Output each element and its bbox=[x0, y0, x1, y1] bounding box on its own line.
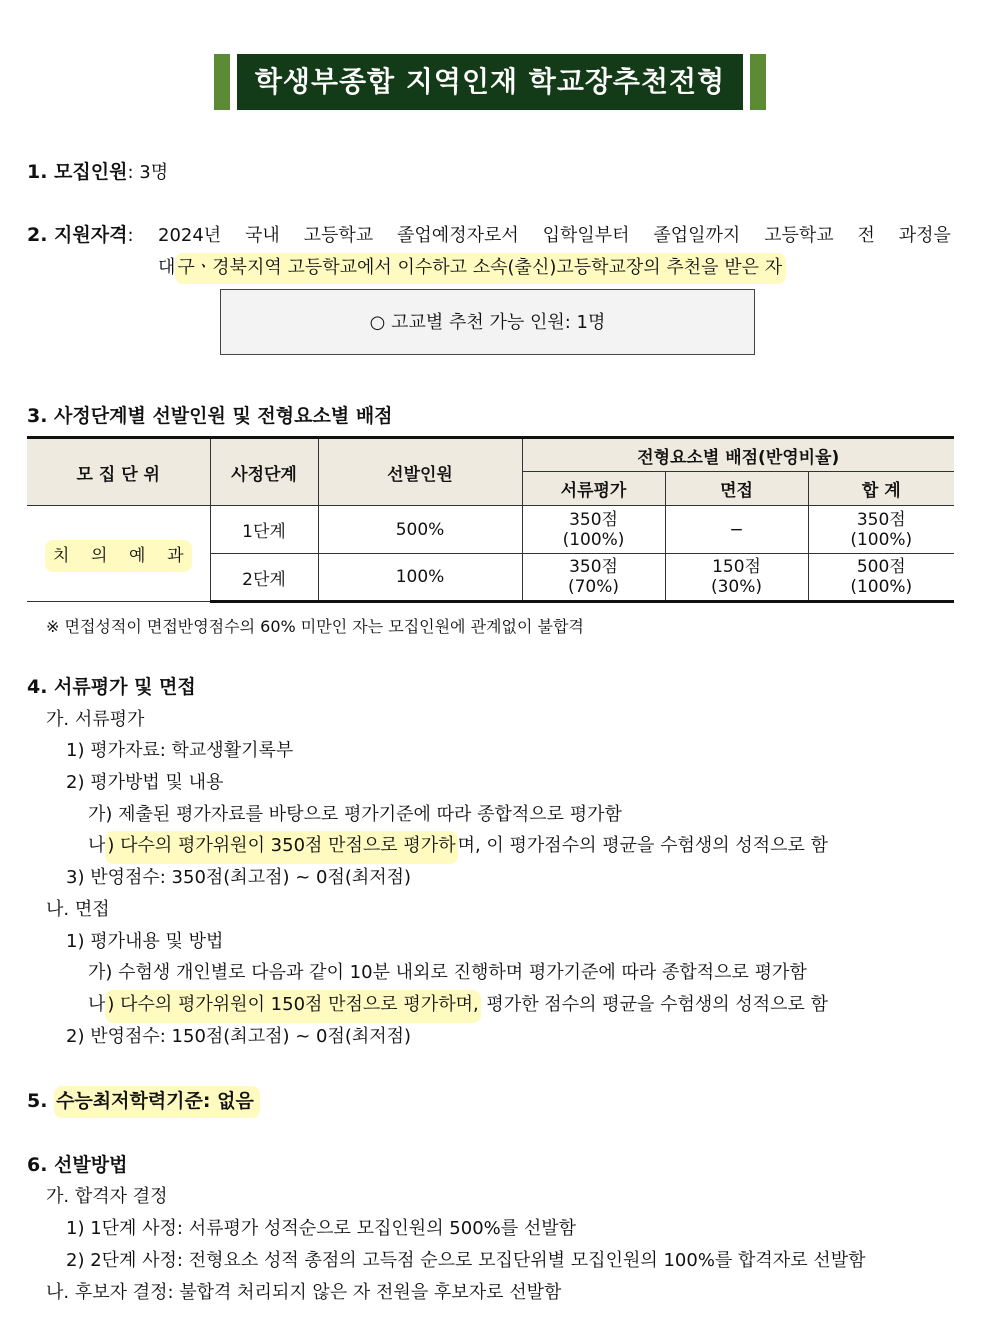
interview-item-1a: 가) 수험생 개인별로 다음과 같이 10분 내외로 진행하며 평가기준에 따라 종합적으로 평가함 bbox=[88, 962, 807, 983]
total-cell: 350점 (100%) bbox=[808, 506, 954, 554]
selection-table bbox=[27, 436, 954, 603]
interview-highlight: ) 다수의 평가위원이 150점 만점으로 평가하며, bbox=[105, 990, 480, 1023]
line2-pre: 대 bbox=[158, 257, 176, 278]
word: 졸업일까지 bbox=[653, 225, 741, 246]
selection-label: 가. 합격자 결정 bbox=[46, 1186, 168, 1207]
title-accent-left bbox=[214, 54, 230, 110]
interview-cell: − bbox=[665, 506, 808, 554]
item-1b-post: 평가한 점수의 평균을 수험생의 성적으로 함 bbox=[480, 994, 829, 1015]
selection-item-1: 1) 1단계 사정: 서류평가 성적순으로 모집인원의 500%를 선발함 bbox=[66, 1218, 577, 1239]
word: 졸업예정자로서 bbox=[397, 225, 519, 246]
section-1-value: : 3명 bbox=[127, 162, 169, 183]
section-5-highlight: 수능최저학력기준: 없음 bbox=[54, 1086, 260, 1118]
doc-eval-item-2b bbox=[88, 831, 828, 857]
doc-eval-item-2: 2) 평가방법 및 내용 bbox=[66, 772, 224, 793]
section-2-line1 bbox=[158, 221, 951, 247]
doc-eval-label: 가. 서류평가 bbox=[46, 709, 145, 730]
header-total: 합 계 bbox=[808, 472, 954, 506]
interview-label: 나. 면접 bbox=[46, 899, 110, 920]
header-score-group: 전형요소별 배점(반영비율) bbox=[522, 438, 954, 472]
interview-item-1b bbox=[88, 990, 828, 1016]
candidate-decision: 나. 후보자 결정: 불합격 처리되지 않은 자 전원을 후보자로 선발함 bbox=[46, 1282, 562, 1303]
interview-item-1: 1) 평가내용 및 방법 bbox=[66, 931, 224, 952]
quota-cell: 500% bbox=[318, 506, 522, 554]
stage-cell: 2단계 bbox=[210, 554, 318, 602]
word: 고등학교 bbox=[303, 225, 374, 246]
item-1b-pre: 나 bbox=[88, 994, 106, 1015]
title-banner bbox=[214, 54, 766, 110]
section-2-line2 bbox=[158, 253, 786, 279]
recommendation-note-box bbox=[220, 289, 755, 355]
section-2-label bbox=[27, 220, 134, 247]
section-2-colon: : bbox=[127, 225, 134, 246]
section-6-heading: 6. 선발방법 bbox=[27, 1154, 128, 1176]
word: 고등학교 bbox=[764, 225, 834, 246]
quota-cell: 100% bbox=[318, 554, 522, 602]
section-2-heading: 2. 지원자격 bbox=[27, 224, 128, 246]
page-title: 학생부종합 지역인재 학교장추천전형 bbox=[237, 54, 743, 110]
total-cell: 500점 (100%) bbox=[808, 554, 954, 602]
header-doc: 서류평가 bbox=[522, 472, 665, 506]
item-2b-pre: 나 bbox=[88, 835, 106, 856]
section-4-heading: 4. 서류평가 및 면접 bbox=[27, 676, 196, 698]
header-stage: 사정단계 bbox=[210, 438, 318, 506]
word: 국내 bbox=[245, 225, 280, 246]
table-footnote: ※ 면접성적이 면접반영점수의 60% 미만인 자는 모집인원에 관계없이 불합격 bbox=[46, 617, 584, 636]
item-2b-post: 며, 이 평가점수의 평균을 수험생의 성적으로 함 bbox=[457, 835, 829, 856]
word: 전 bbox=[857, 225, 875, 246]
section-1-heading: 1. 모집인원 bbox=[27, 161, 128, 183]
unit-cell bbox=[27, 506, 210, 602]
interview-cell: 150점 (30%) bbox=[665, 554, 808, 602]
title-accent-right bbox=[750, 54, 766, 110]
doc-cell: 350점 (70%) bbox=[522, 554, 665, 602]
selection-item-2: 2) 2단계 사정: 전형요소 성적 총점의 고득점 순으로 모집단위별 모집인원의 100%를 합격자로 선발함 bbox=[66, 1250, 866, 1271]
word: 입학일부터 bbox=[542, 225, 630, 246]
qualification-highlight: 구ㆍ경북지역 고등학교에서 이수하고 소속(출신)고등학교장의 추천을 받은 자 bbox=[175, 253, 786, 284]
doc-eval-item-3: 3) 반영점수: 350점(최고점) ~ 0점(최저점) bbox=[66, 867, 412, 888]
header-interview: 면접 bbox=[665, 472, 808, 506]
doc-cell: 350점 (100%) bbox=[522, 506, 665, 554]
interview-item-2: 2) 반영점수: 150점(최고점) ~ 0점(최저점) bbox=[66, 1026, 412, 1047]
section-1 bbox=[27, 157, 168, 184]
section-5-number: 5. bbox=[27, 1090, 55, 1112]
table-row bbox=[27, 506, 954, 554]
doc-eval-highlight: ) 다수의 평가위원이 350점 만점으로 평가하 bbox=[105, 831, 457, 864]
word: 과정을 bbox=[898, 225, 951, 246]
stage-cell: 1단계 bbox=[210, 506, 318, 554]
header-quota: 선발인원 bbox=[318, 438, 522, 506]
section-5 bbox=[27, 1086, 260, 1113]
section-3-heading: 3. 사정단계별 선발인원 및 전형요소별 배점 bbox=[27, 405, 393, 427]
word: 2024년 bbox=[158, 225, 222, 246]
unit-name: 치 의 예 과 bbox=[45, 540, 192, 572]
doc-eval-item-2a: 가) 제출된 평가자료를 바탕으로 평가기준에 따라 종합적으로 평가함 bbox=[88, 804, 622, 825]
doc-eval-item-1: 1) 평가자료: 학교생활기록부 bbox=[66, 740, 294, 761]
recommendation-note: ○ 고교별 추천 가능 인원: 1명 bbox=[369, 312, 606, 333]
header-unit: 모 집 단 위 bbox=[27, 438, 210, 506]
